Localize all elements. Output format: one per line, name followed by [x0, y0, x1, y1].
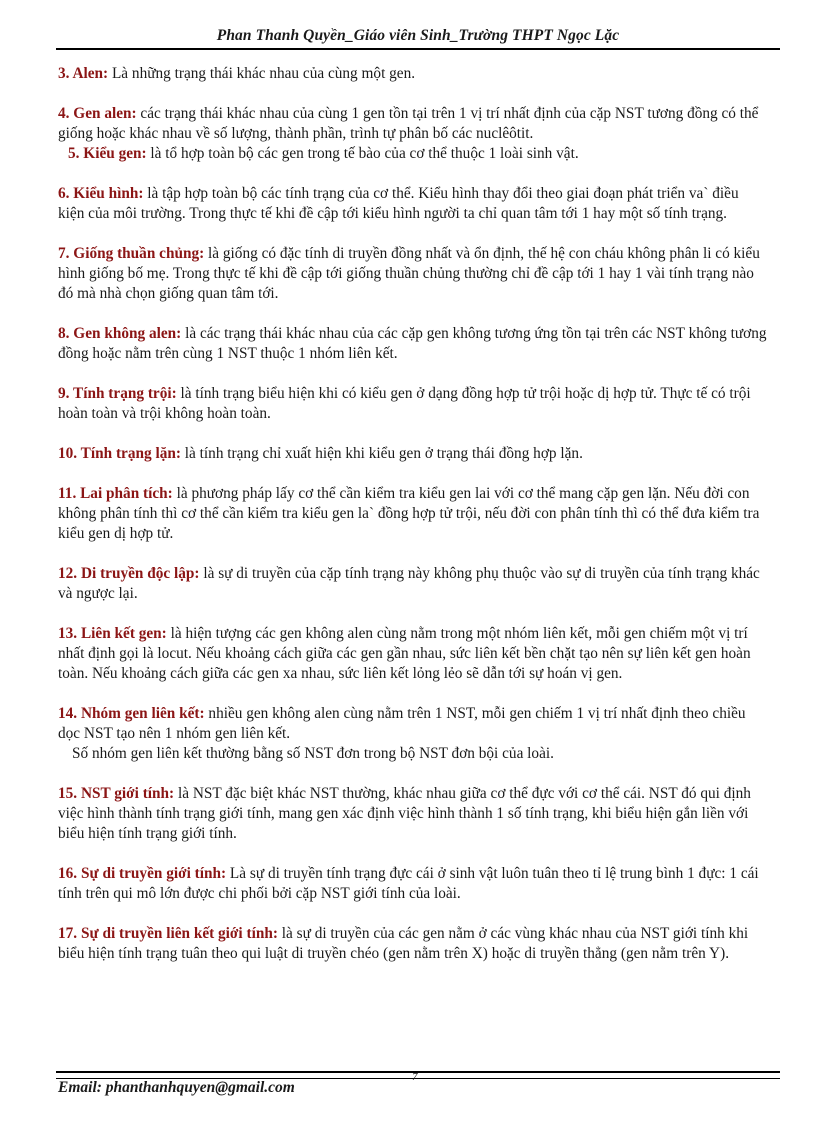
- footer-rule: [56, 1071, 780, 1079]
- definition-tinh-trang-lan: [58, 444, 768, 464]
- term-heading: 17. Sự di truyền liên kết giới tính:: [58, 925, 278, 942]
- definition-text: là phương pháp lấy cơ thể cần kiểm tra kiểu gen lai với cơ thể mang cặp gen lặn. Nếu đời con không phân tính thì cơ thể cần kiểm tra kiểu gen la` đồng hợp tử trội, nếu đời con phân tính thì có thể đưa kiểm tra kiểu gen dị hợp tử.: [58, 485, 760, 542]
- term-heading: 9. Tính trạng trội:: [58, 385, 177, 402]
- definition-kieu-hinh: [58, 184, 768, 224]
- definition-di-truyen-doc-lap: [58, 564, 768, 604]
- term-heading: 11. Lai phân tích:: [58, 485, 173, 502]
- definition-kieu-gen: [58, 144, 768, 164]
- term-heading: 4. Gen alen:: [58, 105, 137, 122]
- definition-nhom-gen-lien-ket: [58, 704, 768, 744]
- footer-email: Email: phanthanhquyen@gmail.com: [58, 1079, 295, 1096]
- definition-lien-ket-gen: [58, 624, 768, 684]
- definition-nst-gioi-tinh: [58, 784, 768, 844]
- document-body: [58, 64, 768, 964]
- term-heading: 5. Kiểu gen:: [68, 145, 147, 162]
- definition-text: là NST đặc biệt khác NST thường, khác nhau giữa cơ thể đực với cơ thể cái. NST đó qui định việc hình thành tính trạng giới tính, mang gen xác định việc hình thành 1 số tính trạng, khi biểu hiện gắn liền với biểu hiện tính trạng giới tính.: [58, 785, 751, 842]
- page-number: 7: [412, 1071, 418, 1083]
- definition-di-truyen-gioi-tinh: [58, 864, 768, 904]
- definition-text: là tính trạng chỉ xuất hiện khi kiểu gen ở trạng thái đồng hợp lặn.: [180, 445, 583, 462]
- definition-text: là hiện tượng các gen không alen cùng nằm trong một nhóm liên kết, mỗi gen chiếm một vị trí nhất định gọi là locut. Nếu khoảng cách giữa các gen gần nhau, sức liên kết bền chặt tạo nên sự liên kết gen hoàn toàn. Nếu khoảng cách giữa các gen xa nhau, sức liên kết lỏng lẻo sẽ dẫn tới sự hoán vị gen.: [58, 625, 751, 682]
- definition-note: Số nhóm gen liên kết thường bằng số NST đơn trong bộ NST đơn bội của loài.: [72, 745, 554, 762]
- definition-text: nhiều gen không alen cùng nằm trên 1 NST, mỗi gen chiếm 1 vị trí nhất định theo chiều dọc NST tạo nên 1 nhóm gen liên kết.: [58, 705, 746, 742]
- definition-tinh-trang-troi: [58, 384, 768, 424]
- term-heading: 6. Kiểu hình:: [58, 185, 144, 202]
- definition-text: Là sự di truyền tính trạng đực cái ở sinh vật luôn tuân theo tỉ lệ trung bình 1 đực: 1 cái tính trên qui mô lớn được chi phối bởi cặp NST giới tính của loài.: [58, 865, 759, 902]
- definition-gen-alen: [58, 104, 768, 144]
- term-heading: 14. Nhóm gen liên kết:: [58, 705, 205, 722]
- definition-giong-thuan-chung: [58, 244, 768, 304]
- definition-text: là sự di truyền của cặp tính trạng này không phụ thuộc vào sự di truyền của tính trạng khác và ngược lại.: [58, 565, 760, 602]
- definition-alen: [58, 64, 768, 84]
- definition-text: Là những trạng thái khác nhau của cùng một gen.: [108, 65, 416, 82]
- definition-text: là sự di truyền của các gen nằm ở các vùng khác nhau của NST giới tính khi biểu hiện tính trạng tuân theo qui luật di truyền chéo (gen nằm trên X) hoặc di truyền thẳng (gen nằm trên Y).: [58, 925, 749, 962]
- definition-text: là tính trạng biểu hiện khi có kiểu gen ở dạng đồng hợp tử trội hoặc dị hợp tử. Thực tế có trội hoàn toàn và trội không hoàn toàn.: [58, 385, 751, 422]
- term-heading: 13. Liên kết gen:: [58, 625, 167, 642]
- definition-di-truyen-lien-ket-gioi-tinh: [58, 924, 768, 964]
- term-heading: 12. Di truyền độc lập:: [58, 565, 200, 582]
- definition-gen-khong-alen: [58, 324, 768, 364]
- definition-text: là tổ hợp toàn bộ các gen trong tế bào của cơ thể thuộc 1 loài sinh vật.: [146, 145, 579, 162]
- term-heading: 3. Alen:: [58, 65, 109, 82]
- header-rule: [56, 48, 780, 50]
- definition-text: là tập hợp toàn bộ các tính trạng của cơ thể. Kiểu hình thay đổi theo giai đoạn phát triển va` điều kiện của môi trường. Trong thực tế khi đề cập tới kiểu hình người ta chỉ quan tâm tới 1 hay một số tính trạng.: [58, 185, 739, 222]
- term-heading: 16. Sự di truyền giới tính:: [58, 865, 227, 882]
- term-heading: 15. NST giới tính:: [58, 785, 175, 802]
- definition-text: các trạng thái khác nhau của cùng 1 gen tồn tại trên 1 vị trí nhất định của cặp NST tương đồng có thể giống hoặc khác nhau về số lượng, thành phần, trình tự phân bố các nuclêôtit.: [58, 105, 759, 142]
- header-title: Phan Thanh Quyền_Giáo viên Sinh_Trường THPT Ngọc Lặc: [216, 27, 620, 44]
- term-heading: 10. Tính trạng lặn:: [58, 445, 181, 462]
- term-heading: 7. Giống thuần chủng:: [58, 245, 205, 262]
- definition-text: là các trạng thái khác nhau của các cặp gen không tương ứng tồn tại trên các NST không tương đồng hoặc nằm trên cùng 1 NST thuộc 1 nhóm liên kết.: [58, 325, 767, 362]
- term-heading: 8. Gen không alen:: [58, 325, 182, 342]
- page-header: [56, 24, 780, 50]
- definition-lai-phan-tich: [58, 484, 768, 544]
- definition-text: là giống có đặc tính di truyền đồng nhất và ổn định, thế hệ con cháu không phân li có kiểu hình giống bố mẹ. Trong thực tế khi đề cập tới giống thuần chủng thường chỉ đề cập tới 1 hay 1 vài tính trạng nào đó mà nhà chọn giống quan tâm tới.: [58, 245, 760, 302]
